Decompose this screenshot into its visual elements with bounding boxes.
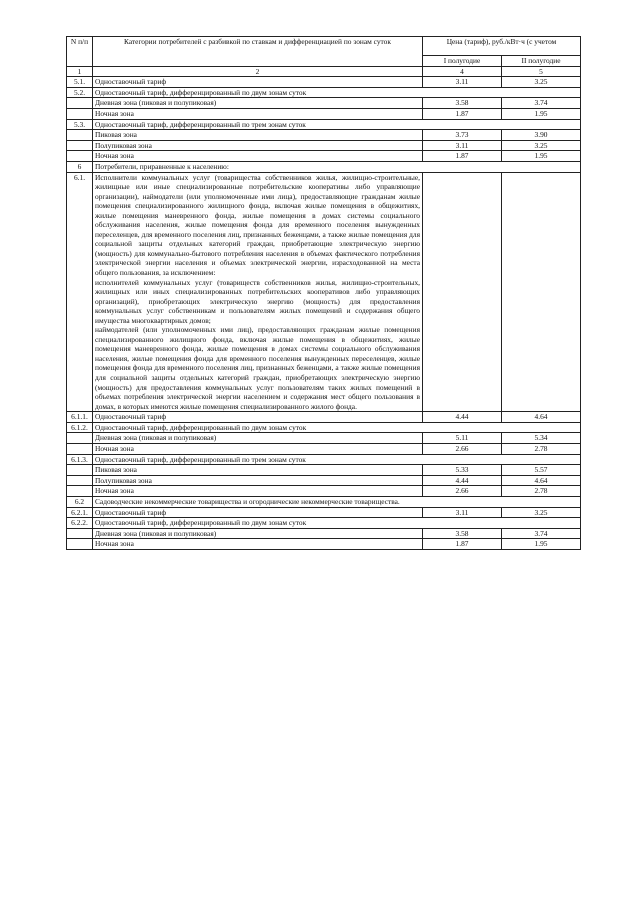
table-row xyxy=(67,412,581,423)
row-section-label: Одноставочный тариф, дифференцированный по трем зонам суток xyxy=(93,454,581,465)
price-half1: 5.33 xyxy=(423,465,502,476)
index-2: 2 xyxy=(93,66,423,77)
index-row xyxy=(67,66,581,77)
row-label: Ночная зона xyxy=(93,151,423,162)
row-number: 6.1.1. xyxy=(67,412,93,423)
header-half1: I полугодие xyxy=(423,56,502,67)
row-label: Одноставочный тариф xyxy=(93,77,423,88)
table-row xyxy=(67,518,581,529)
price-half2: 5.34 xyxy=(502,433,581,444)
price-half2: 2.78 xyxy=(502,443,581,454)
header-category: Категории потребителей с разбивкой по ставкам и дифференциацией по зонам суток xyxy=(93,37,423,67)
row-number xyxy=(67,465,93,476)
table-row xyxy=(67,98,581,109)
description-paragraph: исполнителей коммунальных услуг (товариществ собственников жилья, жилищно-строительных, жилищных или иных специализированных потребительских кооперативов либо управляющих организаций), приобретающих электрическую энергию (мощность) для предоставления коммунальных услуг собственникам и пользователям жилых помещений и содержания общего имущества многоквартирных домов; xyxy=(95,277,420,325)
table-row xyxy=(67,422,581,433)
index-1: 1 xyxy=(67,66,93,77)
row-section-label: Одноставочный тариф, дифференцированный по двум зонам суток xyxy=(93,87,581,98)
price-half2: 3.90 xyxy=(502,130,581,141)
row-number xyxy=(67,539,93,550)
row-label: Полупиковая зона xyxy=(93,140,423,151)
price-half1: 2.66 xyxy=(423,443,502,454)
table-row xyxy=(67,77,581,88)
row-label: Пиковая зона xyxy=(93,130,423,141)
row-section-label: Одноставочный тариф, дифференцированный по двум зонам суток xyxy=(93,518,581,529)
row-number xyxy=(67,130,93,141)
price-half2: 4.64 xyxy=(502,475,581,486)
price-half1: 3.11 xyxy=(423,77,502,88)
table-row xyxy=(67,108,581,119)
row-number xyxy=(67,98,93,109)
row-label: Ночная зона xyxy=(93,108,423,119)
table-row xyxy=(67,507,581,518)
table-row xyxy=(67,496,581,507)
table-row xyxy=(67,140,581,151)
row-number: 6.1.2. xyxy=(67,422,93,433)
table-row xyxy=(67,433,581,444)
index-4: 4 xyxy=(423,66,502,77)
price-half1: 1.87 xyxy=(423,151,502,162)
row-section-label: Садоводческие некоммерческие товарищества и огороднические некоммерческие товарищества. xyxy=(93,496,581,507)
table-row xyxy=(67,130,581,141)
price-half1: 2.66 xyxy=(423,486,502,497)
table-row xyxy=(67,443,581,454)
price-half1: 3.11 xyxy=(423,140,502,151)
header-row xyxy=(67,37,581,56)
row-number xyxy=(67,140,93,151)
row-number xyxy=(67,443,93,454)
empty-cell xyxy=(423,172,502,412)
row-number: 5.3. xyxy=(67,119,93,130)
row-number: 6 xyxy=(67,161,93,172)
table-row xyxy=(67,465,581,476)
price-half2: 1.95 xyxy=(502,151,581,162)
price-half2: 3.74 xyxy=(502,528,581,539)
tariff-table xyxy=(66,36,581,550)
header-price: Цена (тариф), руб./кВт·ч (с учетом xyxy=(423,37,581,56)
price-half2: 3.25 xyxy=(502,140,581,151)
price-half1: 3.58 xyxy=(423,528,502,539)
price-half2: 4.64 xyxy=(502,412,581,423)
price-half1: 4.44 xyxy=(423,412,502,423)
row-number xyxy=(67,475,93,486)
row-section-label: Одноставочный тариф, дифференцированный по двум зонам суток xyxy=(93,422,581,433)
row-label: Дневная зона (пиковая и полупиковая) xyxy=(93,528,423,539)
description-paragraph: Исполнители коммунальных услуг (товарищества собственников жилья, жилищно-строительные, жилищные или иные специализированные потребительские кооперативы либо управляющие организации), наймодатели (или уполномоченные ими лица), предоставляющие гражданам жилые помещения специализированного жилищного фонда, включая жилые помещения в общежитиях, жилые помещения маневренного фонда, жилые помещения в домах системы социального обслуживания населения, жилые помещения фонда для временного поселения вынужденных переселенцев, для временного поселения лиц, признанных беженцами, а также жилые помещения для социальной защиты отдельных категорий граждан, приобретающие электрическую энергию (мощность) для коммунально-бытового потребления населения в объемах фактического потребления электрической энергии населения и объемах электрической энергии, израсходованной на места общего пользования, за исключением: xyxy=(95,172,420,277)
price-half2: 2.78 xyxy=(502,486,581,497)
row-section-label: Одноставочный тариф, дифференцированный по трем зонам суток xyxy=(93,119,581,130)
price-half2: 1.95 xyxy=(502,108,581,119)
price-half1: 5.11 xyxy=(423,433,502,444)
price-half2: 5.57 xyxy=(502,465,581,476)
table-row xyxy=(67,161,581,172)
price-half2: 3.25 xyxy=(502,77,581,88)
row-number: 6.2.1. xyxy=(67,507,93,518)
row-label: Одноставочный тариф xyxy=(93,507,423,518)
row-number xyxy=(67,151,93,162)
price-half1: 1.87 xyxy=(423,108,502,119)
table-row xyxy=(67,87,581,98)
price-half1: 4.44 xyxy=(423,475,502,486)
row-number xyxy=(67,528,93,539)
row-number: 6.2 xyxy=(67,496,93,507)
table-row xyxy=(67,486,581,497)
table-row xyxy=(67,539,581,550)
row-label: Дневная зона (пиковая и полупиковая) xyxy=(93,433,423,444)
price-half2: 3.74 xyxy=(502,98,581,109)
row-label: Пиковая зона xyxy=(93,465,423,476)
empty-cell xyxy=(502,172,581,412)
header-num: N п/п xyxy=(67,37,93,67)
row-number: 6.1.3. xyxy=(67,454,93,465)
header-half2: II полугодие xyxy=(502,56,581,67)
row-label: Одноставочный тариф xyxy=(93,412,423,423)
table-row xyxy=(67,475,581,486)
row-number: 5.2. xyxy=(67,87,93,98)
table-row xyxy=(67,172,581,412)
price-half2: 1.95 xyxy=(502,539,581,550)
row-label: Дневная зона (пиковая и полупиковая) xyxy=(93,98,423,109)
row-label: Ночная зона xyxy=(93,486,423,497)
row-label: Ночная зона xyxy=(93,539,423,550)
row-number xyxy=(67,486,93,497)
row-label: Полупиковая зона xyxy=(93,475,423,486)
price-half1: 3.11 xyxy=(423,507,502,518)
index-5: 5 xyxy=(502,66,581,77)
row-number xyxy=(67,108,93,119)
table-row xyxy=(67,119,581,130)
row-section-label: Потребители, приравненные к населению: xyxy=(93,161,581,172)
price-half1: 3.58 xyxy=(423,98,502,109)
description-paragraph: наймодателей (или уполномоченных ими лиц), предоставляющих гражданам жилые помещения специализированного жилищного фонда, включая жилые помещения в общежитиях, жилые помещения маневренного фонда, жилые помещения в домах системы социального обслуживания населения, жилые помещения фонда для временного поселения вынужденных переселенцев, жилые помещения фонда для временного поселения лиц, признанных беженцами, а также жилые помещения для социальной защиты отдельных категорий граждан, приобретающих электрическую энергию (мощность) для предоставления коммунальных услуг пользователям таких жилых помещений в объемах потребления электрической энергии населением и содержания мест общего пользования в домах, в которых имеются жилые помещения специализированного жилого фонда. xyxy=(95,325,420,411)
row-description xyxy=(93,172,423,412)
table-row xyxy=(67,528,581,539)
price-half1: 3.73 xyxy=(423,130,502,141)
table-row xyxy=(67,454,581,465)
row-number: 6.2.2. xyxy=(67,518,93,529)
row-number: 6.1. xyxy=(67,172,93,412)
price-half1: 1.87 xyxy=(423,539,502,550)
row-label: Ночная зона xyxy=(93,443,423,454)
row-number xyxy=(67,433,93,444)
price-half2: 3.25 xyxy=(502,507,581,518)
table-row xyxy=(67,151,581,162)
tariff-table-body xyxy=(67,37,581,550)
row-number: 5.1. xyxy=(67,77,93,88)
